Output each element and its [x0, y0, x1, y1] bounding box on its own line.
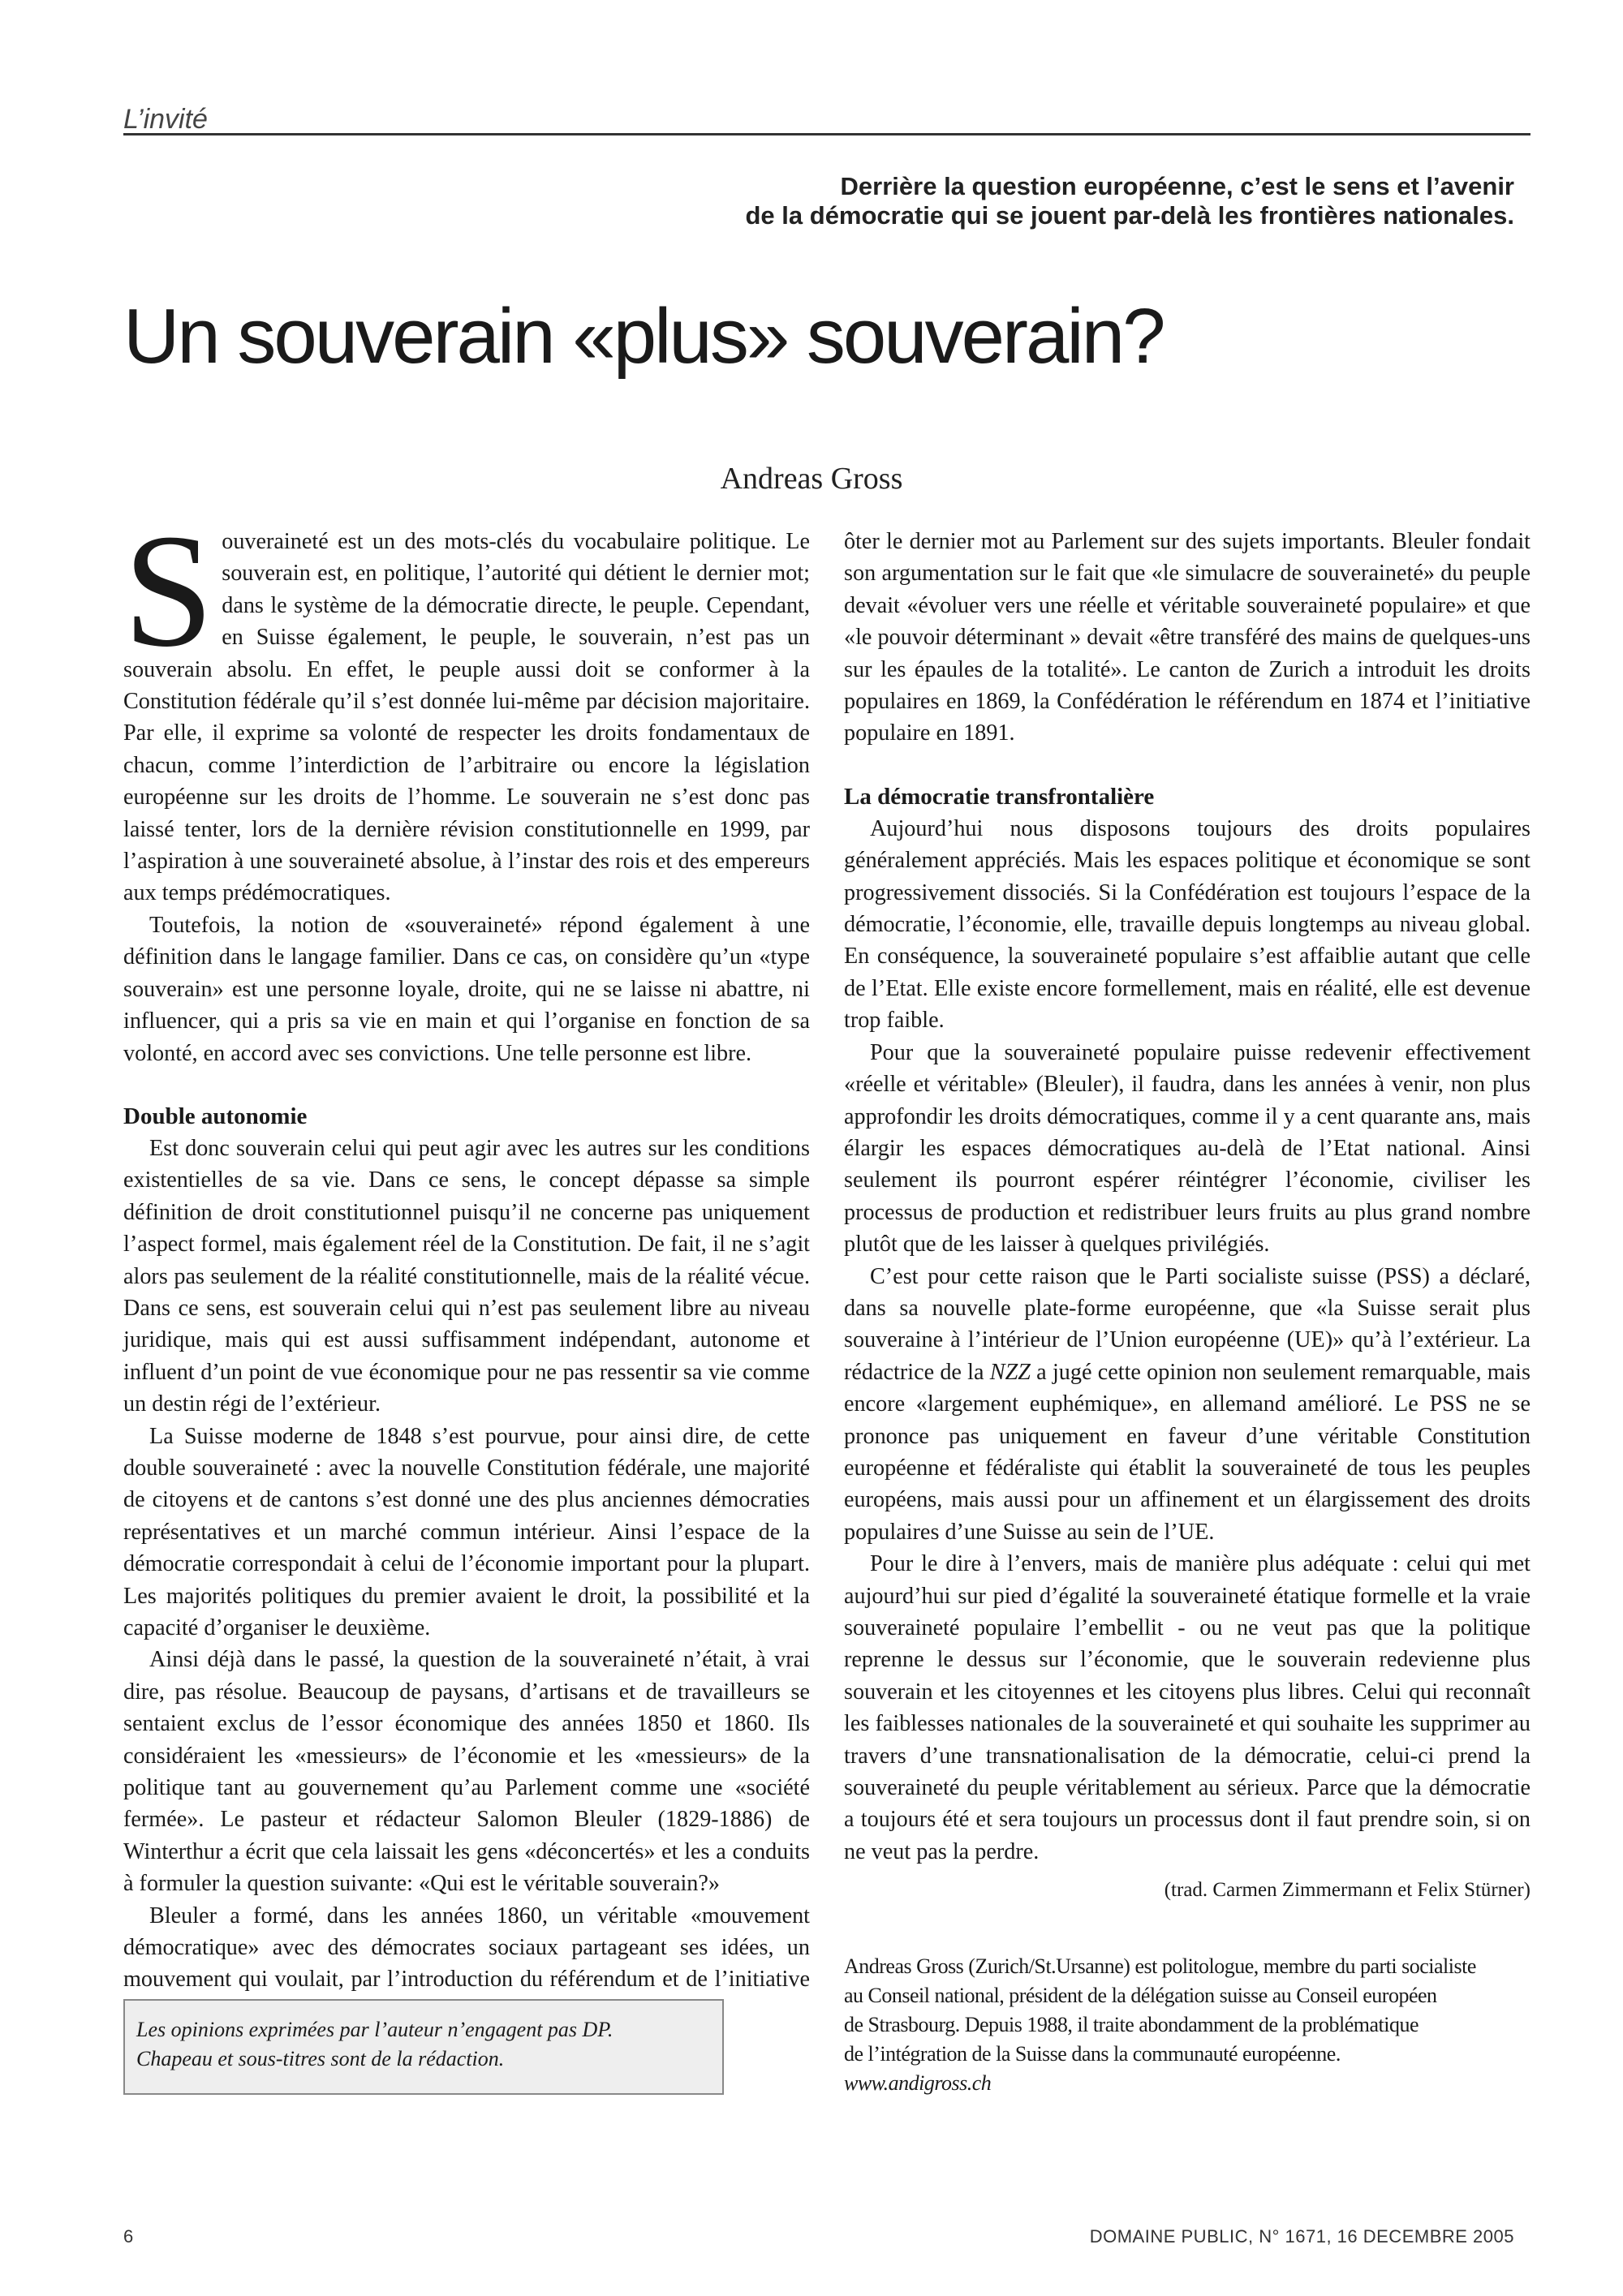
disclaimer-box — [123, 1999, 724, 2095]
disclaimer-line: Chapeau et sous-titres sont de la rédaction. — [136, 2047, 505, 2070]
paragraph-text: C’est pour cette raison que le Parti socialiste suisse (PSS) a déclaré, dans sa nouvelle plate-forme européenne, que «la Suisse serait plus souveraine à l’intérieur de l’Union européenne (UE)» qu’à l’extérieur. La rédactrice de la — [844, 1263, 1530, 1385]
paragraph: La Suisse moderne de 1848 s’est pourvue, pour ainsi dire, de cette double souveraineté : avec la nouvelle Constitution fédérale, une majorité de citoyens et de cantons s’est donné une des plus anciennes démocraties représentatives et un marché commun intérieur. Ainsi l’espace de la démocratie correspondait à celui de l’économie important pour la plupart. Les majorités politiques du premier avaient le droit, la possibilité et la capacité d’organiser le deuxième. — [123, 1423, 810, 1640]
paragraph: Bleuler a formé, dans les années 1860, un véritable «mouvement démocratique» avec des démocrates sociaux partageant ses idées, un mouvement qui voulait, par l’introduction du référendum et de l’initiative — [123, 1903, 810, 1993]
chapeau-line: Derrière la question européenne, c’est le sens et l’avenir — [840, 172, 1514, 200]
bio-line: de Strasbourg. Depuis 1988, il traite abondamment de la problématique — [844, 2013, 1419, 2036]
paragraph — [844, 1261, 1530, 1549]
paragraph — [123, 501, 810, 909]
bio-line: Andreas Gross (Zurich/St.Ursanne) est politologue, membre du parti socialiste — [844, 1954, 1476, 1978]
disclaimer-line: Les opinions exprimées par l’auteur n’engagent pas DP. — [136, 2018, 613, 2041]
author-name: Andreas Gross — [720, 462, 903, 496]
paragraph: Pour que la souveraineté populaire puisse redevenir effectivement «réelle et véritable» (Bleuler), il faudra, dans les années à venir, non plus approfondir les droits démocratiques, comme il y a cent quarante ans, mais élargir les espaces démocratiques au-delà de l’Etat national. Ainsi seulement ils pourront espérer réintégrer l’économie, civiliser les processus de production et redistribuer leurs fruits au plus grand nombre plutôt que de les laisser à quelques privilégiés. — [844, 1039, 1530, 1258]
paragraph: Ainsi déjà dans le passé, la question de la souveraineté n’était, à vrai dire, pas résolue. Beaucoup de paysans, d’artisans et de travailleurs se sentaient exclus de l’essor économique des années 1850 et 1860. Ils considéraient les «messieurs» de l’économie et les «messieurs» de la politique tant au gouvernement qu’au Parlement comme une «société fermée». Le pasteur et rédacteur Salomon Bleuler (1829-1886) de Winterthur a écrit que cela laissait les gens «déconcertés» et les a conduits à formuler la question suivante: «Qui est le véritable souverain?» — [123, 1647, 810, 1897]
right-column — [844, 526, 1530, 1907]
subheading: Double autonomie — [123, 1103, 308, 1129]
paragraph: Aujourd’hui nous disposons toujours des droits populaires généralement appréciés. Mais les espaces politique et économique se sont progressivement dissociés. Si la Confédération est toujours l’espace de la démocratie, l’économie, elle, travaille depuis longtemps au niveau global. En conséquence, la souveraineté populaire s’est affaiblie autant que celle de l’Etat. Elle existe encore formellement, mais en réalité, elle est devenue trop faible. — [844, 815, 1530, 1034]
paragraph: Est donc souverain celui qui peut agir avec les autres sur les conditions existentielles de sa vie. Dans ce sens, le concept dépasse sa simple définition de droit constitutionnel puisqu’il ne concerne pas uniquement l’aspect formel, mais également réel de la Constitution. De fait, il ne s’agit alors pas seulement de la réalité constitutionnelle, mais de la réalité vécue. Dans ce sens, est souverain celui qui n’est pas seulement libre au niveau juridique, mais qui est aussi suffisamment indépendant, autonome et influent d’un point de vue économique pour ne pas ressentir sa vie comme un destin régi de l’extérieur. — [123, 1135, 810, 1417]
paragraph-text: ouveraineté est un des mots-clés du vocabulaire politique. Le souverain est, en politique, l’autorité qui détient le dernier mot; dans le système de la démocratie directe, le peuple. Cependant, en Suisse également, le peuple, le souverain, n’est pas un souverain absolu. En effet, le peuple aussi doit se conformer à la Constitution fédérale qu’il s’est donnée lui-même par décision majoritaire. Par elle, il exprime sa volonté de respecter les droits fondamentaux de chacun, comme l’interdiction de l’arbitraire ou encore la législation européenne sur les droits de l’homme. Le souverain ne s’est donc pas laissé tenter, lors de la dernière révision constitutionnelle en 1999, par l’aspiration à une souveraineté absolue, à l’instar des rois et des empereurs aux temps prédémocratiques. — [123, 529, 810, 906]
author-bio — [844, 1952, 1530, 2098]
article-title: Un souverain «plus» souverain? — [123, 293, 1164, 380]
paragraph-text: a jugé cette opinion non seulement remarquable, mais encore «largement euphémique», en allemand amélioré. Le PSS ne se prononce pas uniquement en faveur d’une véritable Constitution européenne et fédéraliste qui établit la souveraineté de tous les peuples européens, mais aussi pour un affinement et un élargissement des droits populaires d’une Suisse au sein de l’UE. — [844, 1359, 1530, 1545]
newspaper-name: NZZ — [989, 1359, 1031, 1385]
paragraph: ôter le dernier mot au Parlement sur des sujets importants. Bleuler fondait son argumentation sur le fait que «le simulacre de souveraineté» du peuple devait «évoluer vers une réelle et véritable souveraineté populaire» et que «le pouvoir déterminant » devait «être transféré des mains de quelques-uns sur les épaules de la totalité». Le canton de Zurich a introduit les droits populaires en 1869, la Confédération le référendum en 1874 et l’initiative populaire en 1891. — [844, 529, 1530, 746]
bio-line: au Conseil national, président de la délégation suisse au Conseil européen — [844, 1984, 1437, 2007]
section-label: L’invité — [123, 104, 1530, 135]
drop-cap: S — [123, 501, 214, 681]
translation-credit: (trad. Carmen Zimmermann et Felix Stürner) — [1164, 1879, 1530, 1902]
publication-info: DOMAINE PUBLIC, N° 1671, 16 DECEMBRE 2005 — [1089, 2226, 1514, 2247]
paragraph: Pour le dire à l’envers, mais de manière plus adéquate : celui qui met aujourd’hui sur pied d’égalité la souveraineté étatique formelle et la vraie souveraineté populaire l’embellit - ou ne veut pas que la politique reprenne le dessus sur l’économie, que le souverain redevienne plus souverain et les citoyennes et les citoyens plus libres. Celui qui reconnaît les faiblesses nationales de la souveraineté et qui souhaite les supprimer au travers d’une transnationalisation de la démocratie, celui-ci prend la souveraineté du peuple véritablement au sérieux. Parce que la démocratie a toujours été et sera toujours un processus dont il faut prendre soin, si on ne veut pas la perdre. — [844, 1551, 1530, 1864]
chapeau-line: de la démocratie qui se jouent par-delà les frontières nationales. — [745, 201, 1514, 230]
page-number: 6 — [123, 2226, 134, 2247]
bio-line: de l’intégration de la Suisse dans la communauté européenne. — [844, 2042, 1341, 2066]
subheading: La démocratie transfrontalière — [844, 783, 1155, 810]
paragraph: Toutefois, la notion de «souveraineté» répond également à une définition dans le langage familier. Dans ce cas, on considère qu’un «type souverain» est une personne loyale, droite, qui ne se laisse ni abattre, ni influencer, qui a pris sa vie en main et qui l’organise en fonction de sa volonté, en accord avec ses convictions. Une telle personne est libre. — [123, 912, 810, 1066]
author-website-link[interactable]: www.andigross.ch — [844, 2071, 992, 2095]
chapeau — [459, 172, 1514, 230]
left-column — [123, 501, 810, 2027]
